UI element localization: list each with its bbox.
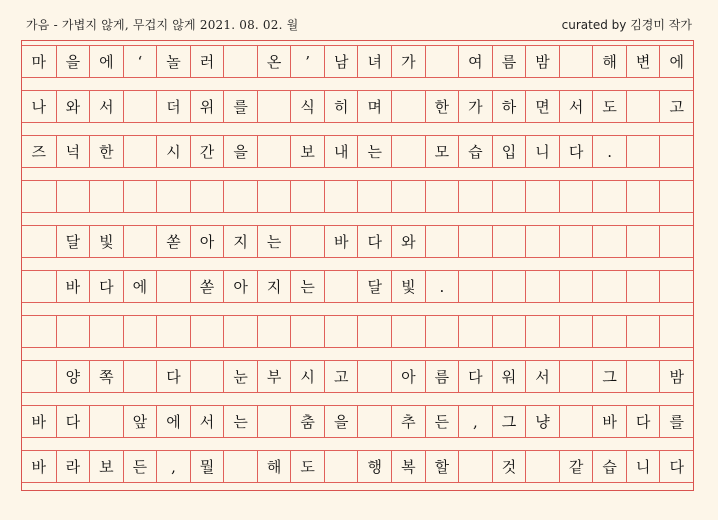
grid-cell: 다 [357,226,391,257]
grid-cell [257,406,291,437]
grid-cell: 보 [290,136,324,167]
grid-cell: 위 [190,91,224,122]
grid-row [22,450,693,483]
grid-cell: 는 [357,136,391,167]
grid-cell: 다 [156,361,190,392]
grid-cell: 습 [592,451,626,482]
grid-cell: 와 [391,226,425,257]
grid-cell [492,316,526,347]
grid-cell: 다 [89,271,123,302]
grid-cell [190,181,224,212]
grid-row [22,135,693,168]
grid-cell [626,136,660,167]
grid-cell: 라 [56,451,90,482]
grid-cell: 여 [458,46,492,77]
grid-cell: 다 [659,451,693,482]
grid-cell [123,361,157,392]
grid-cell [190,316,224,347]
grid-cell: 쏟 [190,271,224,302]
grid-cell: 복 [391,451,425,482]
grid-cell: 그 [492,406,526,437]
grid-cell: 쪽 [89,361,123,392]
grid-cell: 양 [56,361,90,392]
grid-cell: 빛 [89,226,123,257]
grid-cell [324,316,358,347]
grid-cell: 변 [626,46,660,77]
grid-cell: 시 [156,136,190,167]
grid-cell: . [592,136,626,167]
grid-cell: 바 [31,458,47,476]
grid-cell: 내 [324,136,358,167]
grid-cell: 에 [156,406,190,437]
grid-cell: 할 [425,451,459,482]
grid-cell: 그 [592,361,626,392]
grid-cell [492,181,526,212]
grid-cell: 고 [659,91,693,122]
grid-cell [56,316,90,347]
grid-cell [89,316,123,347]
grid-cell: 녀 [357,46,391,77]
grid-cell: 간 [190,136,224,167]
grid-cell [525,271,559,302]
grid-row [22,45,693,78]
grid-cell: ’ [290,46,324,77]
grid-cell: 니 [525,136,559,167]
grid-cell: 을 [56,46,90,77]
grid-cell [592,271,626,302]
grid-cell: 지 [223,226,257,257]
grid-cell: 즈 [31,143,47,161]
grid-cell [156,181,190,212]
grid-row [22,225,693,258]
grid-cell: 습 [458,136,492,167]
grid-cell: 지 [257,271,291,302]
grid-cell [257,91,291,122]
grid-cell [559,361,593,392]
grid-cell [559,226,593,257]
grid-cell [592,181,626,212]
grid-cell: 바 [31,413,47,431]
grid-cell [458,451,492,482]
grid-cell [257,136,291,167]
grid-cell [492,226,526,257]
grid-cell: 을 [223,136,257,167]
grid-cell: 넉 [56,136,90,167]
grid-cell: 다 [559,136,593,167]
grid-cell [559,316,593,347]
grid-cell [626,361,660,392]
grid-cell [357,406,391,437]
grid-cell [659,271,693,302]
grid-cell: 는 [257,226,291,257]
grid-cell: 눈 [223,361,257,392]
grid-cell: 도 [290,451,324,482]
header-credit: curated by 김경미 작가 [561,17,692,32]
grid-cell: 도 [592,91,626,122]
grid-cell [391,316,425,347]
grid-cell [123,91,157,122]
grid-cell [123,181,157,212]
grid-row [22,315,693,348]
grid-cell: 서 [89,91,123,122]
grid-cell: , [458,406,492,437]
grid-cell: , [156,451,190,482]
grid-cell [357,361,391,392]
grid-cell [324,451,358,482]
grid-cell: 냥 [525,406,559,437]
grid-cell [626,181,660,212]
grid-cell: 에 [123,271,157,302]
grid-cell [357,316,391,347]
grid-cell [592,316,626,347]
grid-cell: 부 [257,361,291,392]
grid-cell: 든 [425,406,459,437]
grid-cell [290,316,324,347]
grid-cell [458,181,492,212]
grid-cell [458,271,492,302]
grid-cell: 같 [559,451,593,482]
grid-cell: 와 [56,91,90,122]
grid-cell [324,181,358,212]
grid-cell: 를 [659,406,693,437]
page-header [26,14,692,34]
grid-cell: 남 [324,46,358,77]
grid-cell [626,271,660,302]
grid-cell: 입 [492,136,526,167]
grid-cell [391,136,425,167]
grid-cell [458,226,492,257]
grid-cell [223,451,257,482]
grid-cell [425,181,459,212]
grid-cell [290,226,324,257]
grid-cell: 식 [290,91,324,122]
grid-cell [22,316,56,347]
grid-cell: 하 [492,91,526,122]
grid-cell: 아 [223,271,257,302]
grid-cell [190,361,224,392]
grid-cell: 온 [257,46,291,77]
grid-cell [525,226,559,257]
grid-cell: 시 [290,361,324,392]
grid-cell [357,181,391,212]
grid-cell [425,316,459,347]
grid-cell: 놀 [156,46,190,77]
grid-cell: 해 [257,451,291,482]
grid-cell: 가 [391,46,425,77]
grid-cell: 는 [290,271,324,302]
grid-cell: 뭘 [190,451,224,482]
grid-cell: 러 [190,46,224,77]
grid-cell [525,181,559,212]
grid-cell: 밤 [659,361,693,392]
grid-cell [425,226,459,257]
grid-cell [458,316,492,347]
grid-cell [425,46,459,77]
grid-cell [22,226,56,257]
grid-cell [156,316,190,347]
grid-cell: 에 [659,46,693,77]
grid-cell: 서 [525,361,559,392]
grid-cell [89,406,123,437]
grid-cell: 춤 [290,406,324,437]
grid-cell: 름 [492,46,526,77]
grid-cell [89,181,123,212]
grid-cell [156,271,190,302]
grid-cell [659,226,693,257]
grid-cell: 것 [492,451,526,482]
grid-cell [559,181,593,212]
grid-cell [223,316,257,347]
grid-cell: 보 [89,451,123,482]
grid-cell: 름 [425,361,459,392]
grid-cell: 아 [391,361,425,392]
grid-cell: 면 [525,91,559,122]
grid-row [22,360,693,393]
grid-cell [223,46,257,77]
grid-row [22,405,693,438]
grid-cell: 마 [31,53,47,71]
grid-cell: 달 [56,226,90,257]
grid-cell [525,451,559,482]
grid-cell: 앞 [123,406,157,437]
grid-cell: 한 [89,136,123,167]
grid-cell: 한 [425,91,459,122]
grid-cell: 해 [592,46,626,77]
grid-cell: 서 [559,91,593,122]
grid-cell: 를 [223,91,257,122]
grid-cell [525,316,559,347]
grid-cell: 달 [357,271,391,302]
grid-cell [659,316,693,347]
grid-cell [659,181,693,212]
grid-cell [123,226,157,257]
grid-cell [626,316,660,347]
grid-cell: 쏟 [156,226,190,257]
grid-cell: 아 [190,226,224,257]
grid-cell [123,136,157,167]
grid-cell [123,316,157,347]
grid-row [22,90,693,123]
grid-cell: 바 [592,406,626,437]
grid-cell [626,91,660,122]
grid-cell [559,271,593,302]
grid-cell: 다 [56,406,90,437]
grid-cell: . [425,271,459,302]
grid-cell: 행 [357,451,391,482]
grid-cell: 을 [324,406,358,437]
grid-row [22,270,693,303]
grid-cell: 모 [425,136,459,167]
grid-cell [290,181,324,212]
grid-cell [56,181,90,212]
grid-cell: 더 [156,91,190,122]
grid-cell: 며 [357,91,391,122]
grid-cell [592,226,626,257]
grid-cell: 워 [492,361,526,392]
grid-cell [391,91,425,122]
grid-row [22,180,693,213]
grid-cell: 빛 [391,271,425,302]
grid-cell: 밤 [525,46,559,77]
grid-cell [257,316,291,347]
grid-cell: 다 [626,406,660,437]
grid-cell: 는 [223,406,257,437]
grid-cell: 가 [458,91,492,122]
grid-cell [257,181,291,212]
grid-cell: ‘ [123,46,157,77]
grid-cell [22,361,56,392]
grid-cell: 서 [190,406,224,437]
grid-cell: 다 [458,361,492,392]
grid-cell [324,271,358,302]
grid-cell: 든 [123,451,157,482]
grid-cell [659,136,693,167]
grid-cell [223,181,257,212]
grid-cell [22,181,56,212]
grid-cell [559,406,593,437]
grid-cell: 니 [626,451,660,482]
grid-cell: 나 [31,98,47,116]
grid-cell: 에 [89,46,123,77]
grid-cell: 추 [391,406,425,437]
header-title: 가음 - 가볍지 않게, 무겁지 않게 2021. 08. 02. 월 [26,17,299,32]
grid-cell [492,271,526,302]
manuscript-grid [21,40,694,491]
grid-cell: 고 [324,361,358,392]
grid-cell: 히 [324,91,358,122]
grid-cell: 바 [56,271,90,302]
grid-cell [626,226,660,257]
grid-cell [559,46,593,77]
grid-cell: 바 [324,226,358,257]
grid-cell [22,271,56,302]
grid-cell [391,181,425,212]
